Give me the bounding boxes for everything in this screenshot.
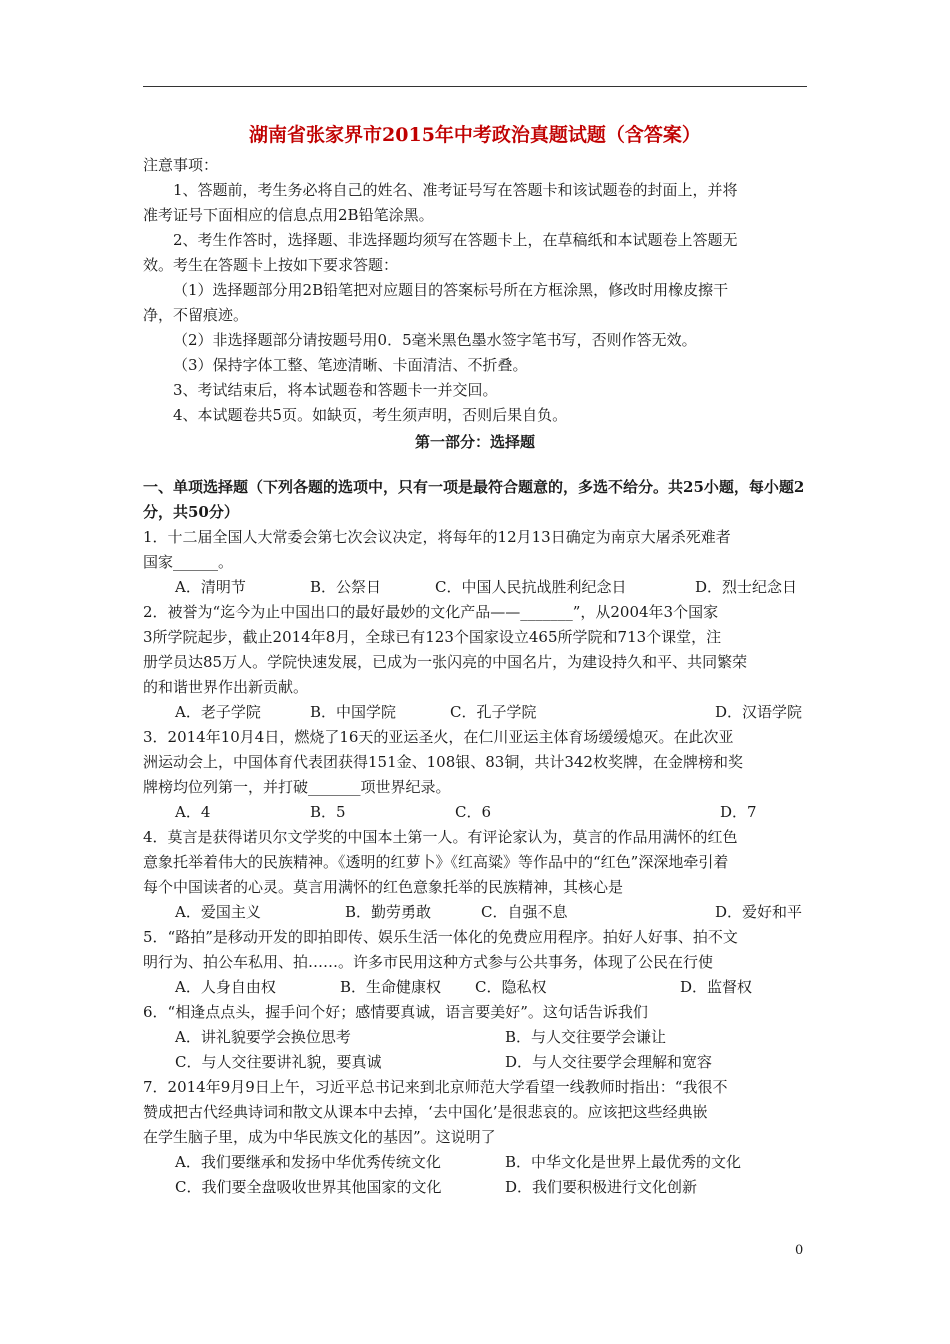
page-number: 0 [795,1243,804,1258]
notice-line: 4、本试题卷共5页。如缺页，考生须声明，否则后果自负。 [173,406,568,424]
option: A．4 [175,803,211,821]
option: D．我们要积极进行文化创新 [505,1178,698,1196]
option: C．中国人民抗战胜利纪念日 [435,578,627,596]
notice-line: 2、考生作答时，选择题、非选择题均须写在答题卡上，在草稿纸和本试题卷上答题无 [173,231,738,249]
option: A．人身自由权 [175,978,276,996]
notice-heading: 注意事项： [143,156,219,174]
question-options [143,700,807,725]
option: A．爱国主义 [175,903,261,921]
question-options [143,1050,807,1075]
question-stem: 牌榜均位列第一，并打破_______项世界纪录。 [143,778,451,796]
question-stem: 洲运动会上，中国体育代表团获得151金、108银、83铜，共计342枚奖牌，在金牌榜和奖 [143,753,743,771]
part-heading: 第一部分：选择题 [414,433,535,451]
option: B．5 [310,803,346,821]
option: D．7 [720,803,757,821]
option: B．勤劳勇敢 [345,903,432,921]
question-stem: 国家______。 [143,553,234,571]
option: B．中国学院 [310,703,397,721]
notice-line: （3）保持字体工整、笔迹清晰、卡面清洁、不折叠。 [173,356,528,374]
question-stem: 的和谐世界作出新贡献。 [143,678,309,696]
option: C．自强不息 [481,903,568,921]
notice-line: 3、考试结束后，将本试题卷和答题卡一并交回。 [173,381,498,399]
question-stem: 3所学院起步，截止2014年8月，全球已有123个国家设立465所学院和713个课堂，注 [143,628,722,646]
notice-line: 1、答题前，考生务必将自己的姓名、准考证号写在答题卡和该试题卷的封面上，并将 [173,181,738,199]
question-options [143,900,807,925]
option: B．生命健康权 [340,978,442,996]
question-stem: 6．“相逢点点头，握手问个好；感情要真诚，语言要美好”。这句话告诉我们 [143,1003,648,1021]
option: A．我们要继承和发扬中华优秀传统文化 [175,1153,441,1171]
question-stem: 5．“路拍”是移动开发的即拍即传、娱乐生活一体化的免费应用程序。拍好人好事、拍不文 [143,928,738,946]
option: B．与人交往要学会谦让 [505,1028,667,1046]
option: A．老子学院 [175,703,261,721]
question-stem: 1．十二届全国人大常委会第七次会议决定，将每年的12月13日确定为南京大屠杀死难者 [143,528,731,546]
option: C．孔子学院 [450,703,537,721]
question-stem: 在学生脑子里，成为中华民族文化的基因”。这说明了 [143,1128,496,1146]
question-stem: 赞成把古代经典诗词和散文从课本中去掉，‘去中国化’是很悲哀的。应该把这些经典嵌 [143,1103,708,1121]
question-options [143,575,807,600]
notice-line: （1）选择题部分用2B铅笔把对应题目的答案标号所在方框涂黑，修改时用橡皮擦干 [173,281,729,299]
option: D．与人交往要学会理解和宽容 [505,1053,713,1071]
question-stem: 册学员达85万人。学院快速发展，已成为一张闪亮的中国名片，为建设持久和平、共同繁荣 [143,653,748,671]
question-stem: 2．被誉为“迄今为止中国出口的最好最妙的文化产品——_______”，从2004年3个国家 [143,603,719,621]
notice-line: 净，不留痕迹。 [143,306,249,324]
question-stem: 7．2014年9月9日上午，习近平总书记来到北京师范大学看望一线教师时指出：“我很不 [143,1078,728,1096]
question-options [143,975,807,1000]
option: C．与人交往要讲礼貌，要真诚 [175,1053,382,1071]
header-rule [143,86,807,87]
notice-line: 准考证号下面相应的信息点用2B铅笔涂黑。 [143,206,434,224]
option: B．公祭日 [310,578,382,596]
question-stem: 4．莫言是获得诺贝尔文学奖的中国本土第一人。有评论家认为，莫言的作品用满怀的红色 [143,828,738,846]
option: D．爱好和平 [715,903,803,921]
option: C．隐私权 [475,978,547,996]
question-stem: 每个中国读者的心灵。莫言用满怀的红色意象托举的民族精神，其核心是 [143,878,624,896]
question-options [143,1175,807,1200]
option: C．6 [455,803,492,821]
question-options [143,1150,807,1175]
option: C．我们要全盘吸收世界其他国家的文化 [175,1178,442,1196]
question-stem: 3．2014年10月4日，燃烧了16天的亚运圣火，在仁川亚运主体育场缓缓熄灭。在此次亚 [143,728,734,746]
question-options [143,1025,807,1050]
option: A．清明节 [175,578,246,596]
question-stem: 意象托举着伟大的民族精神。《透明的红萝卜》《红高粱》等作品中的“红色”深深地牵引着 [143,853,729,871]
section-heading: 一、单项选择题（下列各题的选项中，只有一项是最符合题意的，多选不给分。共25小题，每小题2分，共50分） [143,478,805,521]
page-title: 湖南省张家界市2015年中考政治真题试题（含答案） [249,124,701,146]
notice-line: 效。考生在答题卡上按如下要求答题： [143,256,399,274]
option: A．讲礼貌要学会换位思考 [175,1028,351,1046]
option: D．烈士纪念日 [695,578,798,596]
notice-line: （2）非选择题部分请按题号用0．5毫米黑色墨水签字笔书写，否则作答无效。 [173,331,697,349]
option: B．中华文化是世界上最优秀的文化 [505,1153,742,1171]
question-options [143,800,807,825]
exam-document [143,120,807,1200]
option: D．监督权 [680,978,753,996]
question-stem: 明行为、拍公车私用、拍……。许多市民用这种方式参与公共事务，体现了公民在行使 [143,953,714,971]
option: D．汉语学院 [715,703,803,721]
